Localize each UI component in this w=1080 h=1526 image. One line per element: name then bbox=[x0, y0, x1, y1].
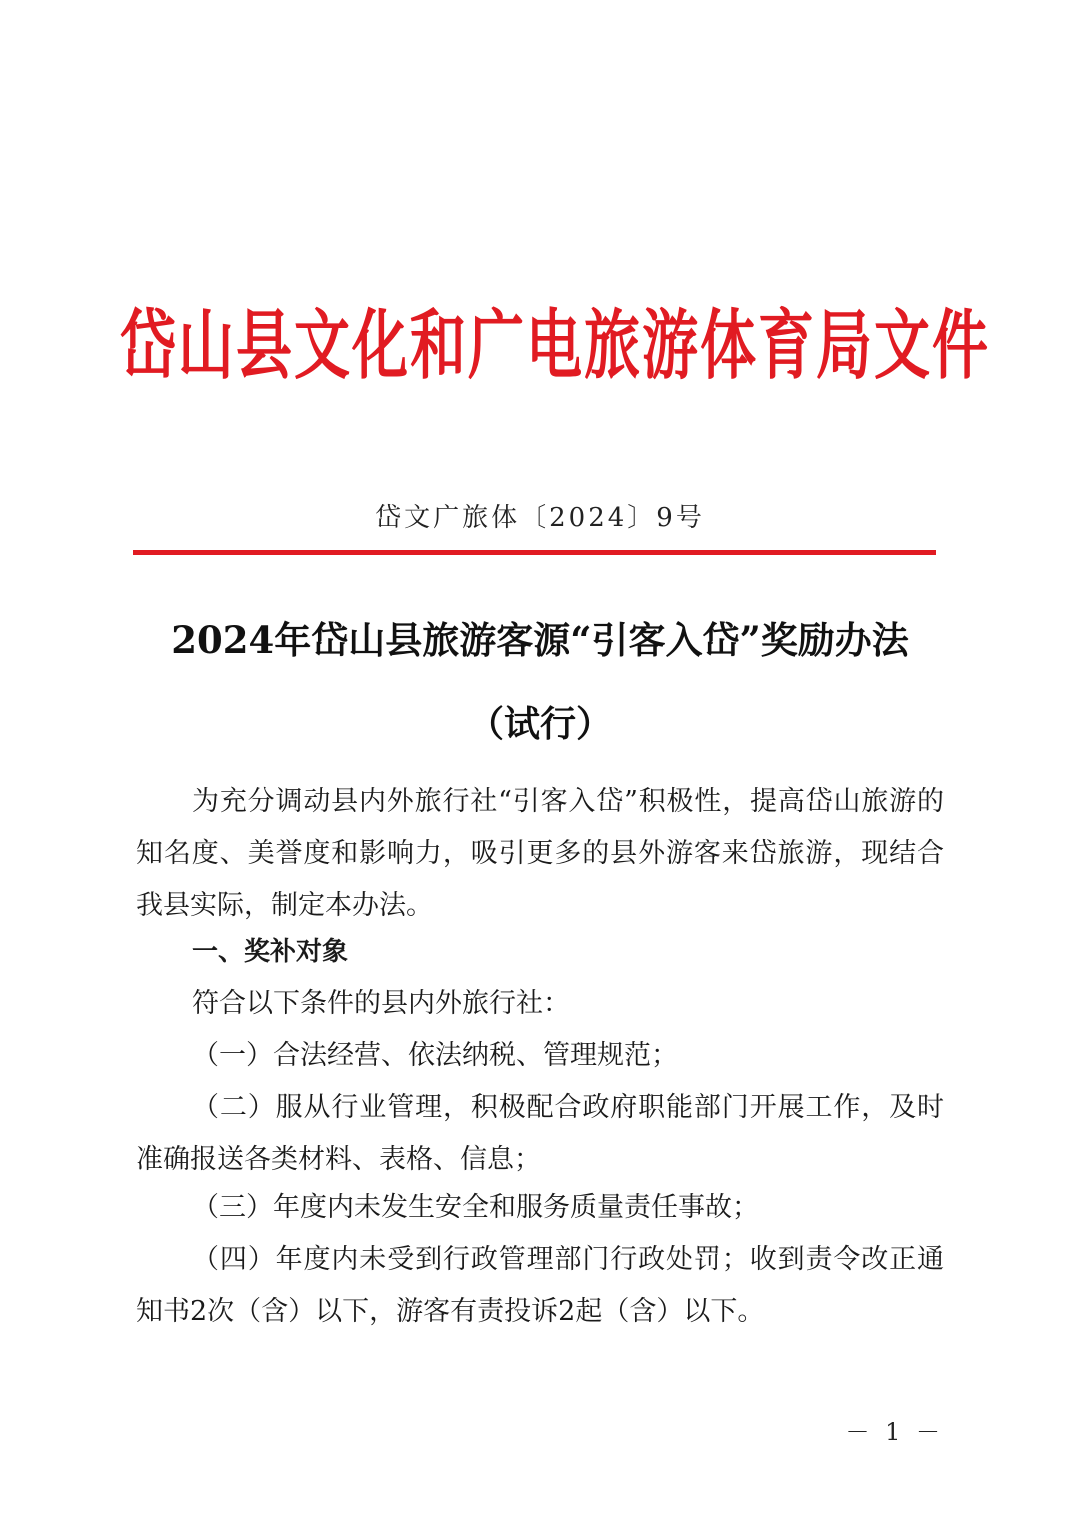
red-divider-line bbox=[133, 550, 936, 555]
condition-item-2: （二）服从行业管理，积极配合政府职能部门开展工作，及时准确报送各类材料、表格、信息； bbox=[136, 1092, 944, 1175]
intro-paragraph: 为充分调动县内外旅行社“引客入岱”积极性，提高岱山旅游的知名度、美誉度和影响力，吸引更多的县外游客来岱旅游，现结合我县实际，制定本办法。 bbox=[136, 786, 944, 921]
document-title: 2024年岱山县旅游客源“引客入岱”奖励办法 bbox=[171, 618, 909, 662]
condition-item-3: （三）年度内未发生安全和服务质量责任事故； bbox=[192, 1192, 759, 1223]
condition-item-1: （一）合法经营、依法纳税、管理规范； bbox=[192, 1040, 678, 1071]
condition-item-4: （四）年度内未受到行政管理部门行政处罚；收到责令改正通知书2次（含）以下，游客有责投诉2起（含）以下。 bbox=[136, 1244, 944, 1327]
section-heading: 一、奖补对象 bbox=[192, 937, 349, 967]
page-number: － 1 － bbox=[845, 1418, 944, 1446]
document-number: 岱文广旅体〔2024〕9号 bbox=[375, 503, 705, 533]
document-subtitle: （试行） bbox=[467, 703, 612, 745]
section-lead-paragraph: 符合以下条件的县内外旅行社： bbox=[192, 988, 570, 1019]
document-masthead: 岱山县文化和广电旅游体育局文件 bbox=[120, 302, 990, 391]
